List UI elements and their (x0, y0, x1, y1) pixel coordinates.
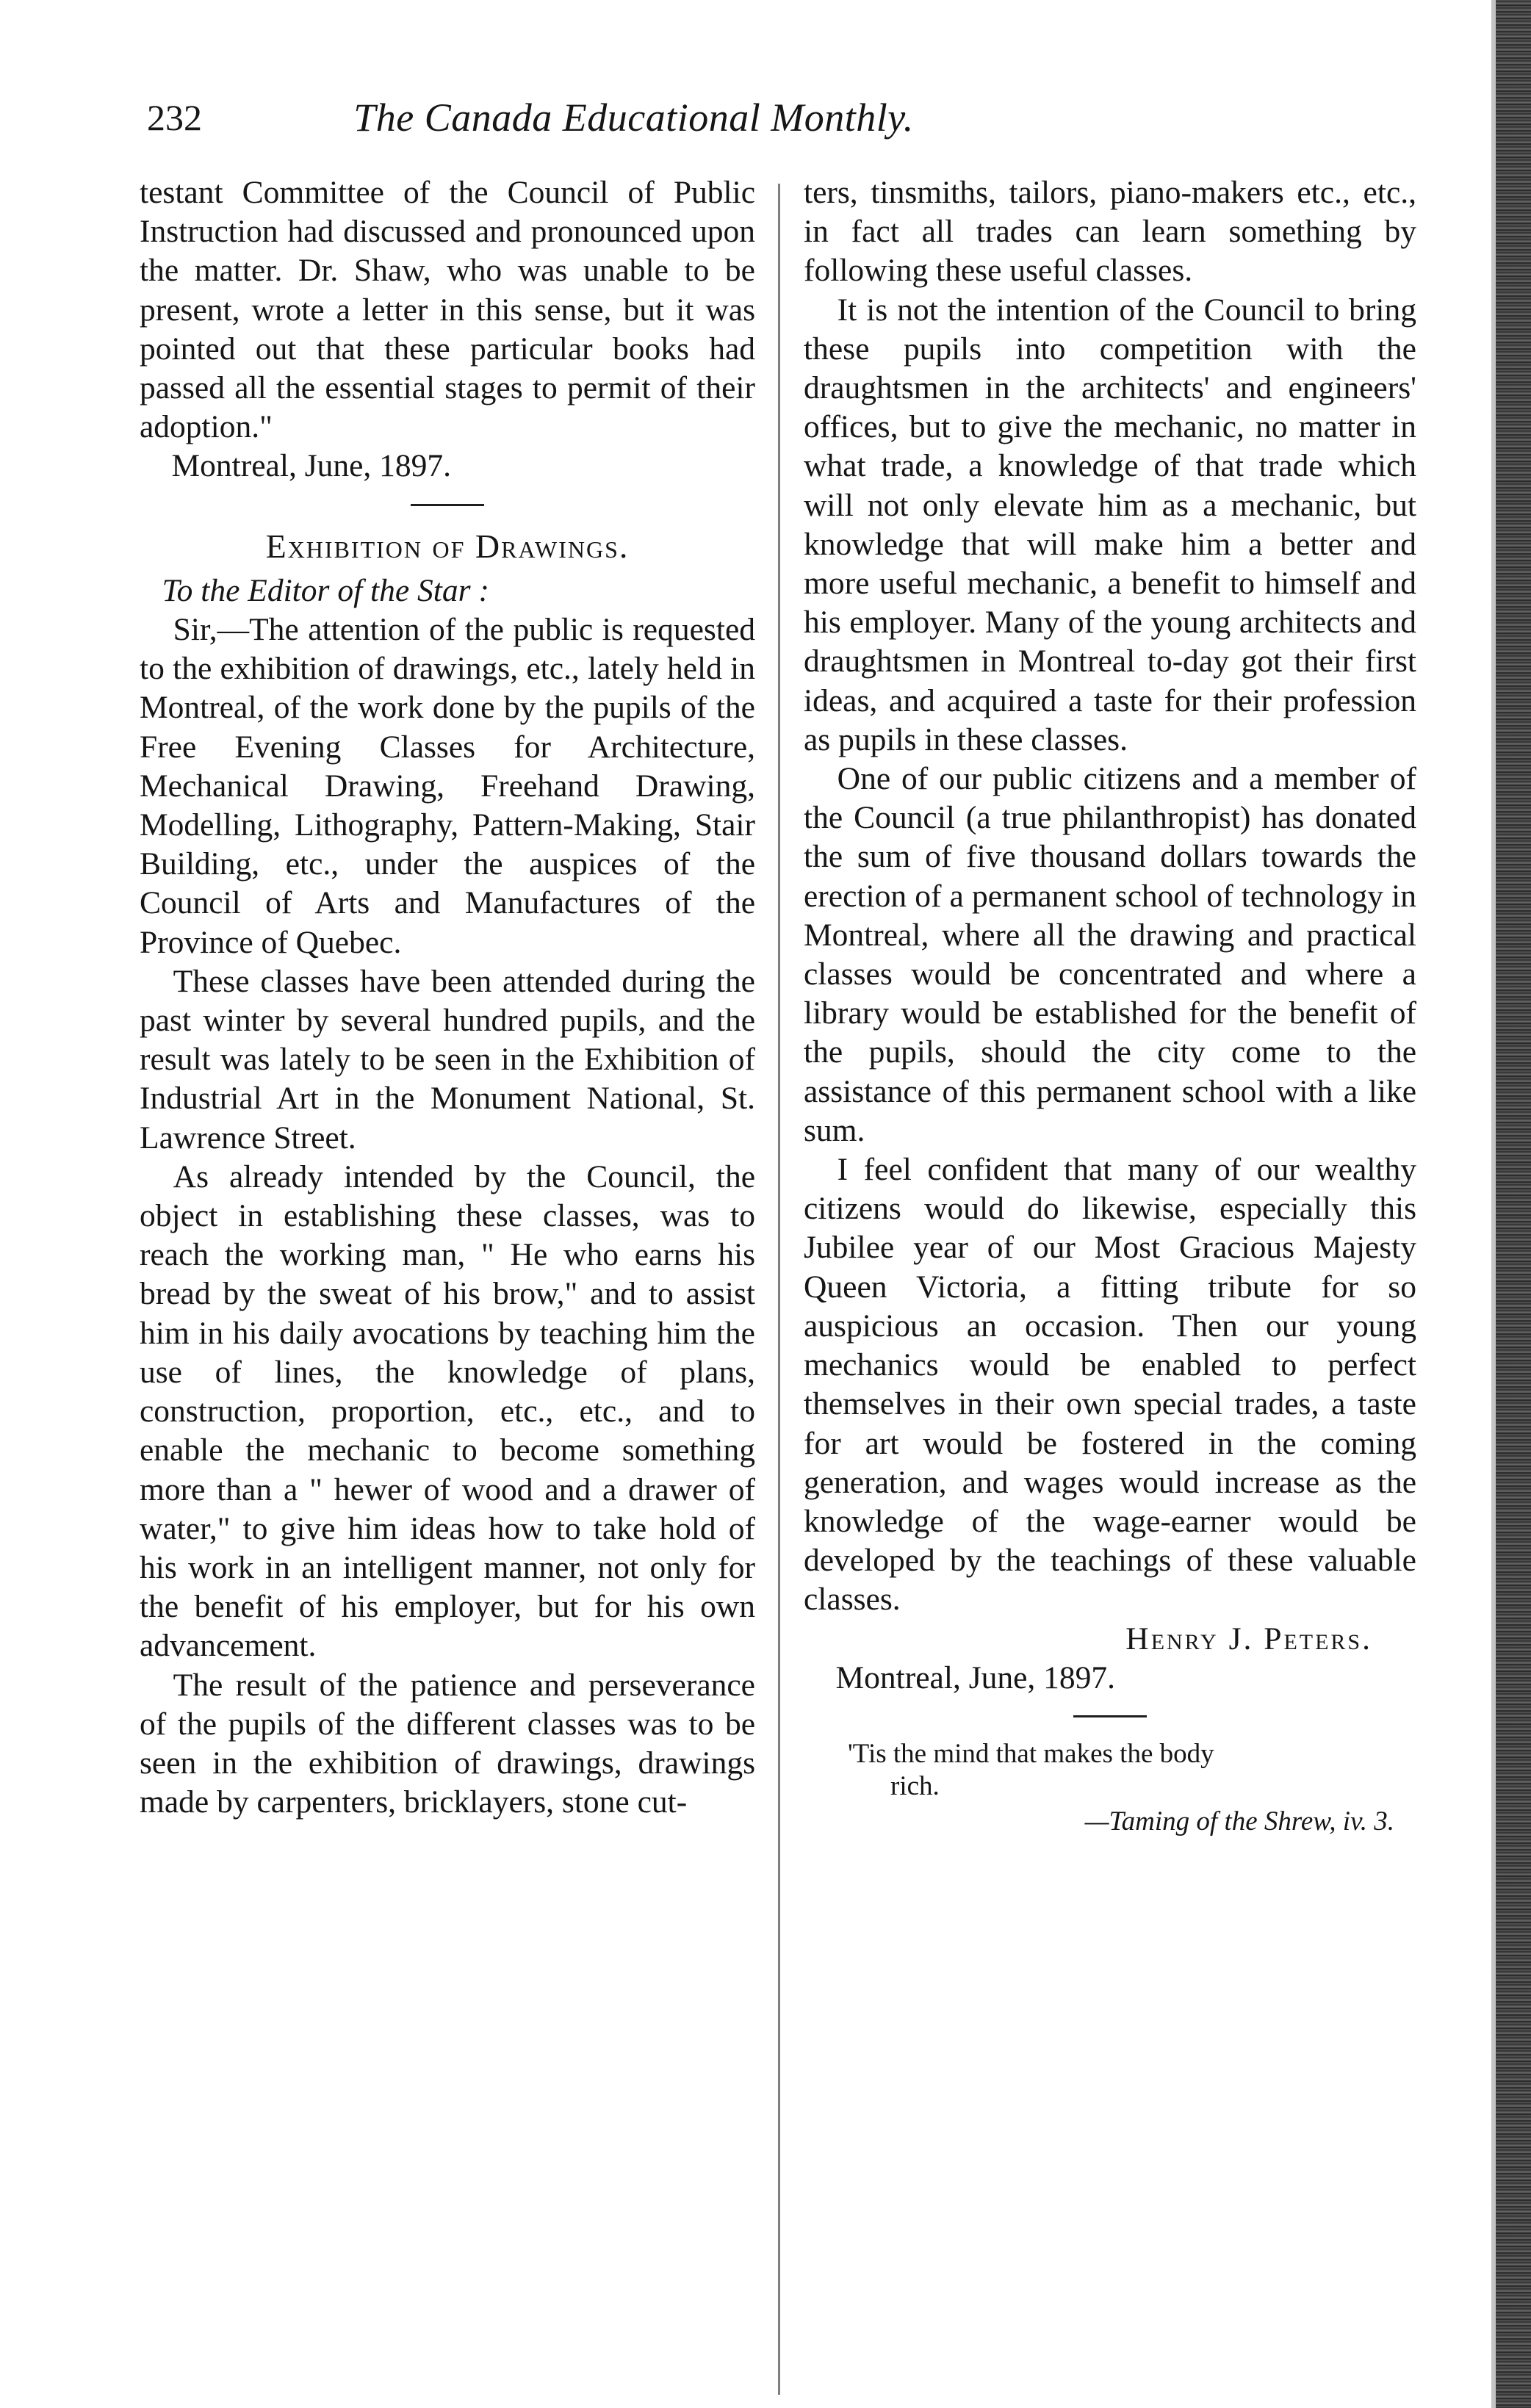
paragraph: These classes have been attended during the past winter by several hundred pupils, and the result was lately to be seen in the Exhibition of Industrial Art in the Monument National, St. Lawrence Street. (140, 963, 755, 1156)
paragraph: One of our public citizens and a member of the Council (a true philanthropist) has donated the sum of five thousand dollars towards the erection of a permanent school of technology in Montreal, where all the drawing and practical classes would be concentrated and where a library would be established for the benefit of the pupils, should the city come to the assistance of this permanent school with a like sum. (804, 761, 1416, 1148)
salutation: To the Editor of the Star : (162, 572, 489, 608)
epigraph-line: 'Tis the mind that makes the body (848, 1738, 1214, 1769)
paragraph: It is not the intention of the Council to bring these pupils into competition with the draughtsmen in the architects' and engineers' offices, but to give the mechanic, no matter in what trade, a knowledge of that trade which will not only elevate him as a mechanic, but knowledge that will make him a better and more useful mechanic, a benefit to himself and his employer. Many of the young architects and draughtsmen in Montreal to-day got their first ideas, and acquired a taste for their profession as pupils in these classes. (804, 292, 1416, 757)
running-title: The Canada Educational Monthly. (353, 95, 914, 140)
section-divider (411, 504, 484, 506)
page-header (147, 88, 1120, 147)
section-heading: Exhibition of Drawings. (265, 527, 630, 565)
right-column (804, 173, 1416, 1838)
paragraph: Sir,—The attention of the public is requested to the exhibition of drawings, etc., lately held in Montreal, of the work done by the pupils of the Free Evening Classes for Architecture, Mechanical Drawing, Freehand Drawing, Modelling, Lithography, Pattern-Making, Stair Building, etc., under the auspices of the Council of Arts and Manufactures of the Province of Quebec. (140, 612, 755, 960)
epigraph-attribution: —Taming of the Shrew, iv. 3. (1084, 1806, 1394, 1836)
dateline: Montreal, June, 1897. (835, 1659, 1116, 1695)
column-divider (778, 184, 780, 2395)
dateline: Montreal, June, 1897. (171, 448, 452, 484)
epigraph-line: rich. (890, 1770, 940, 1801)
epigraph-divider (1073, 1715, 1147, 1717)
continuation-paragraph: ters, tinsmiths, tailors, piano-makers etc., etc., in fact all trades can learn something by following these useful classes. (804, 175, 1416, 289)
left-column (140, 173, 755, 1822)
continuation-paragraph: testant Committee of the Council of Public Instruction had discussed and pronounced upon the matter. Dr. Shaw, who was unable to be present, wrote a letter in this sense, but it was pointed out that these particular books had passed all the essential stages to permit of their adoption." (140, 175, 755, 445)
epigraph (804, 1738, 1416, 1838)
signature: Henry J. Peters. (1125, 1621, 1372, 1657)
page-number: 232 (147, 97, 202, 138)
scan-edge (1496, 0, 1531, 2408)
paragraph: The result of the patience and perseverance of the pupils of the different classes was to be seen in the exhibition of drawings, drawings made by carpenters, bricklayers, stone cut- (140, 1667, 755, 1820)
paragraph: I feel confident that many of our wealthy citizens would do likewise, especially this Jubilee year of our Most Gracious Majesty Queen Victoria, a fitting tribute for so auspicious an occasion. Then our young mechanics would be enabled to perfect themselves in their own special trades, a taste for art would be fostered in the coming generation, and wages would increase as the knowledge of the wage-earner would be developed by the teachings of these valuable classes. (804, 1152, 1416, 1618)
paragraph: As already intended by the Council, the object in establishing these classes, was to reach the working man, " He who earns his bread by the sweat of his brow," and to assist him in his daily avocations by teaching him the use of lines, the knowledge of plans, construction, proportion, etc., etc., and to enable the mechanic to become something more than a " hewer of wood and a drawer of water," to give him ideas how to take hold of his work in an intelligent manner, not only for the benefit of his employer, but for his own advancement. (140, 1158, 755, 1664)
